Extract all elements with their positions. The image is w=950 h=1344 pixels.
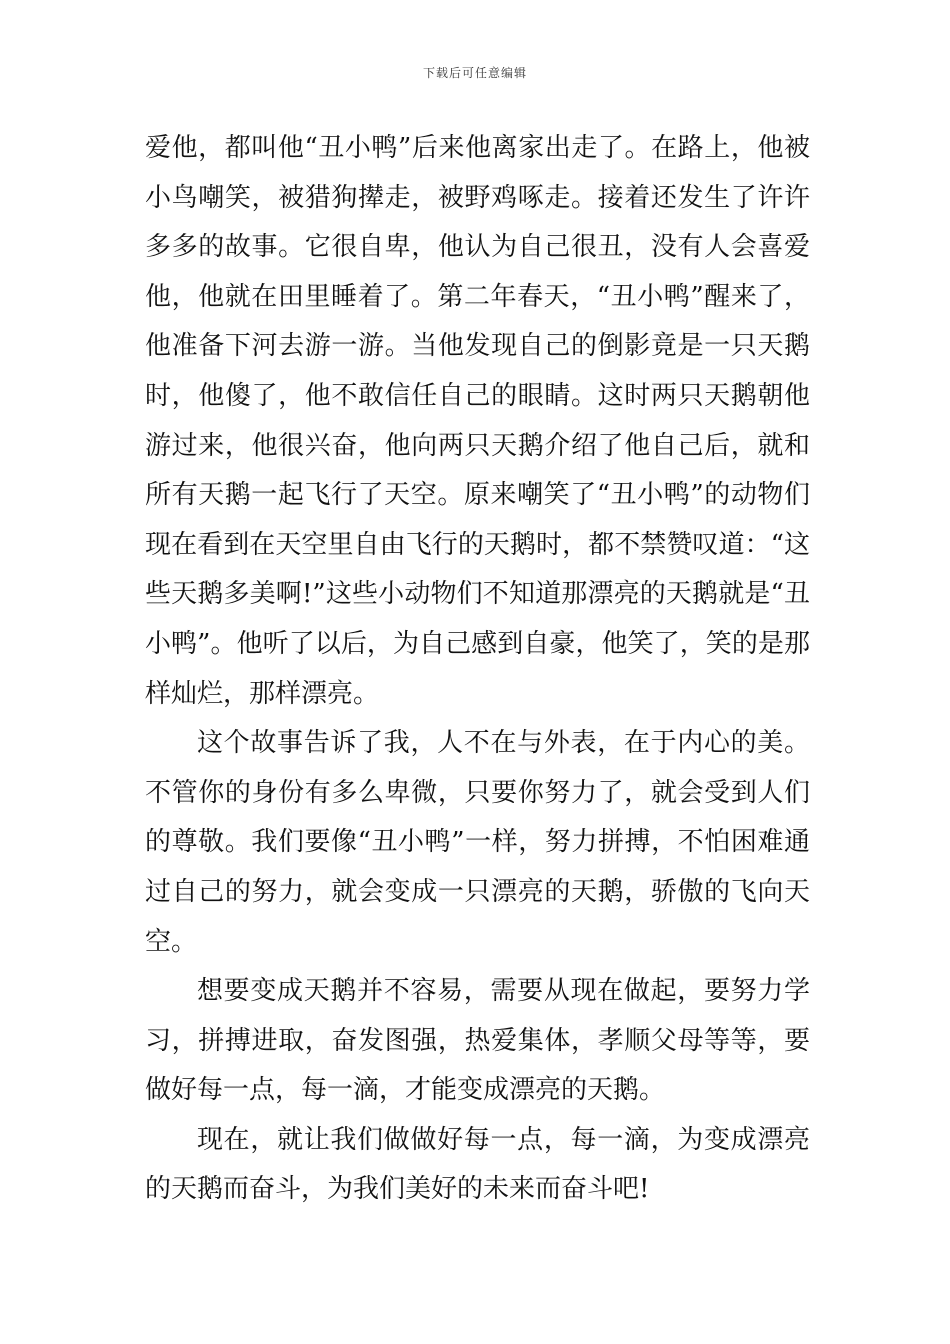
- page-header: 下载后可任意编辑: [422, 66, 527, 80]
- document-body: [145, 124, 810, 1215]
- paragraph-effort: 想要变成天鹅并不容易，需要从现在做起，要努力学习，拼搏进取，奋发图强，热爱集体，孝顺父母等等，要做好每一点，每一滴，才能变成漂亮的天鹅。: [145, 976, 810, 1106]
- paragraph-conclusion: 现在，就让我们做做好每一点，每一滴，为变成漂亮的天鹅而奋斗，为我们美好的未来而奋斗吧!: [145, 1124, 810, 1205]
- paragraph-moral: 这个故事告诉了我，人不在与外表，在于内心的美。不管你的身份有多么卑微，只要你努力了，就会受到人们的尊敬。我们要像“丑小鸭”一样，努力拼搏，不怕困难通过自己的努力，就会变成一只漂亮的天鹅，骄傲的飞向天空。: [145, 728, 810, 957]
- paragraph-continued: 爱他，都叫他“丑小鸭”后来他离家出走了。在路上，他被小鸟嘲笑，被猎狗撵走，被野鸡啄走。接着还发生了许许多多的故事。它很自卑，他认为自己很丑，没有人会喜爱他，他就在田里睡着了。第二年春天，“丑小鸭”醒来了，他准备下河去游一游。当他发现自己的倒影竟是一只天鹅时，他傻了，他不敢信任自己的眼睛。这时两只天鹅朝他游过来，他很兴奋，他向两只天鹅介绍了他自己后，就和所有天鹅一起飞行了天空。原来嘲笑了“丑小鸭”的动物们现在看到在天空里自由飞行的天鹅时，都不禁赞叹道：“这些天鹅多美啊!”这些小动物们不知道那漂亮的天鹅就是“丑小鸭”。他听了以后，为自己感到自豪，他笑了，笑的是那样灿烂，那样漂亮。: [145, 133, 810, 709]
